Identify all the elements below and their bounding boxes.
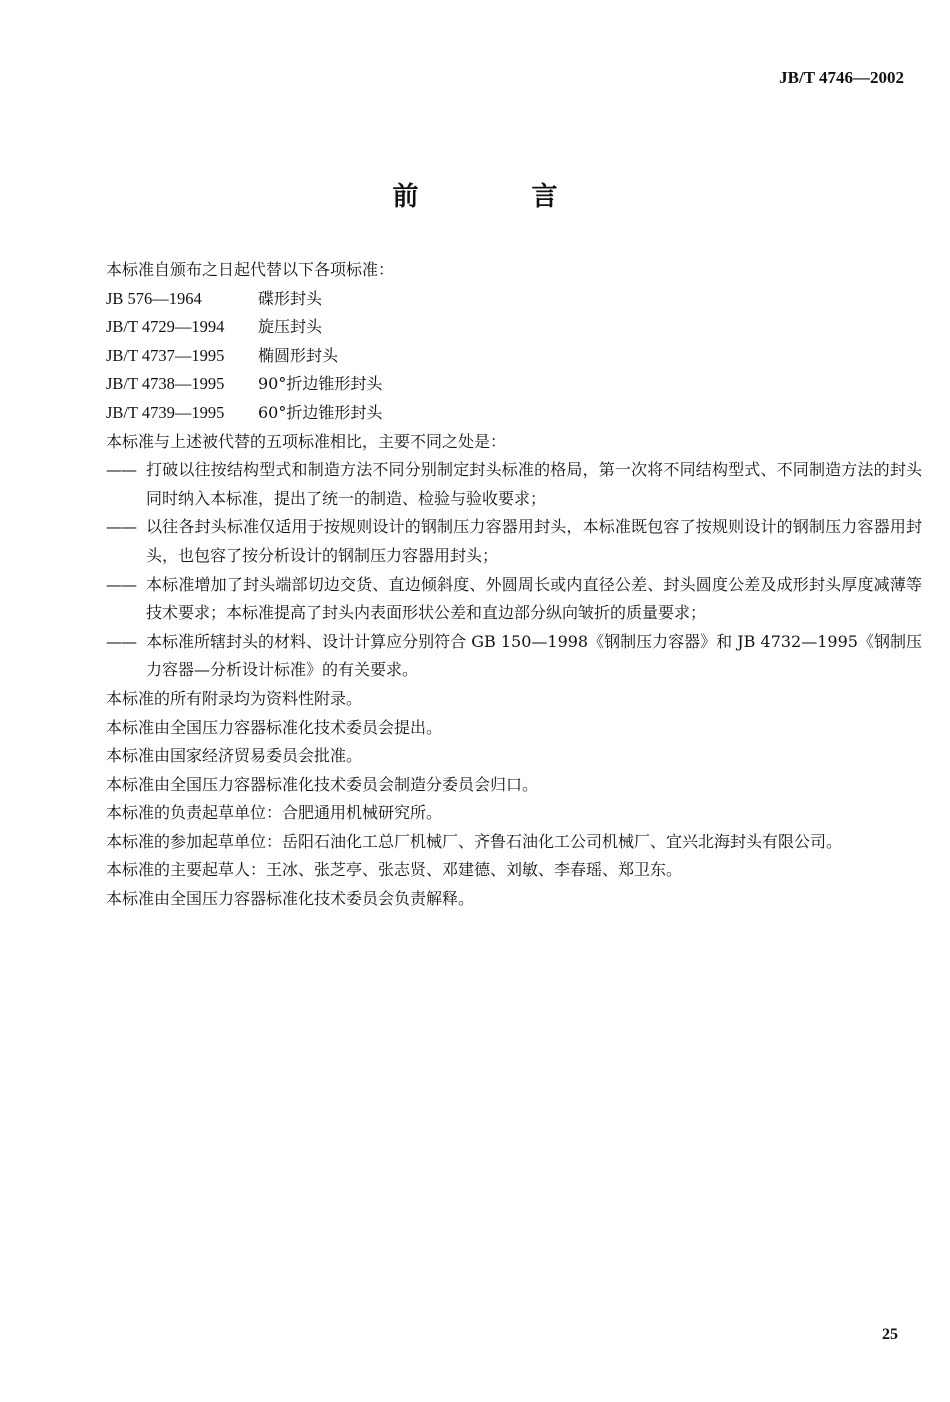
- statement: 本标准的负责起草单位：合肥通用机械研究所。: [106, 803, 443, 823]
- standard-name-item: 旋压封头: [258, 317, 323, 337]
- statement: 本标准的主要起草人：王冰、张芝亭、张志贤、邓建德、刘敏、李春瑶、郑卫东。: [106, 860, 683, 880]
- differences-intro: 本标准与上述被代替的五项标准相比，主要不同之处是：: [106, 431, 507, 451]
- standard-code-item: JB/T 4737—1995: [106, 345, 225, 365]
- standard-name-item: 90°折边锥形封头: [258, 374, 383, 394]
- standard-code: JB/T 4746—2002: [779, 68, 904, 87]
- standard-name-item: 60°折边锥形封头: [258, 402, 383, 422]
- difference-item: [72, 571, 922, 628]
- standard-code-item: JB/T 4739—1995: [106, 402, 225, 422]
- statement: 本标准由全国压力容器标准化技术委员会提出。: [106, 717, 443, 737]
- statement: 本标准由全国压力容器标准化技术委员会负责解释。: [106, 889, 475, 909]
- statement: 本标准由国家经济贸易委员会批准。: [106, 746, 363, 766]
- standard-code-item: JB 576—1964: [106, 288, 202, 308]
- statement: 本标准的参加起草单位：岳阳石油化工总厂机械厂、齐鲁石油化工公司机械厂、宜兴北海封头有限公司。: [106, 831, 843, 851]
- difference-item: [72, 456, 922, 513]
- replaced-standard-item: [72, 285, 922, 314]
- difference-text: 打破以往按结构型式和制造方法不同分别制定封头标准的格局，第一次将不同结构型式、不同制造方法的封头同时纳入本标准，提出了统一的制造、检验与验收要求；: [146, 460, 922, 508]
- difference-text: 本标准增加了封头端部切边交货、直边倾斜度、外圆周长或内直径公差、封头圆度公差及成形封头厚度减薄等技术要求；本标准提高了封头内表面形状公差和直边部分纵向皱折的质量要求；: [146, 574, 922, 623]
- replaced-standard-item: [72, 370, 922, 399]
- replaced-standard-item: [72, 399, 922, 428]
- standard-name-item: 碟形封头: [258, 288, 323, 308]
- statement: 本标准由全国压力容器标准化技术委员会制造分委员会归口。: [106, 774, 539, 794]
- difference-item: [72, 513, 922, 570]
- dash-mark: ——: [106, 574, 136, 594]
- page-title: 前 言: [392, 182, 610, 212]
- page-number: 25: [882, 1326, 898, 1343]
- dash-mark: ——: [106, 631, 136, 651]
- dash-mark: ——: [106, 517, 136, 537]
- foreword-body: [72, 256, 922, 914]
- difference-text: 本标准所辖封头的材料、设计计算应分别符合 GB 150—1998《钢制压力容器》和 JB 4732—1995《钢制压力容器—分析设计标准》的有关要求。: [146, 631, 922, 680]
- replaced-standard-item: [72, 313, 922, 342]
- standard-code-item: JB/T 4729—1994: [106, 317, 225, 337]
- standard-name-item: 椭圆形封头: [258, 345, 339, 365]
- standard-code-item: JB/T 4738—1995: [106, 374, 225, 394]
- replaced-standard-item: [72, 342, 922, 371]
- statement: 本标准的所有附录均为资料性附录。: [106, 688, 363, 708]
- intro-text: 本标准自颁布之日起代替以下各项标准：: [106, 260, 395, 279]
- dash-mark: ——: [106, 460, 136, 480]
- difference-item: [72, 628, 922, 685]
- difference-text: 以往各封头标准仅适用于按规则设计的钢制压力容器用封头，本标准既包容了按规则设计的钢制压力容器用封头，也包容了按分析设计的钢制压力容器用封头；: [146, 517, 922, 565]
